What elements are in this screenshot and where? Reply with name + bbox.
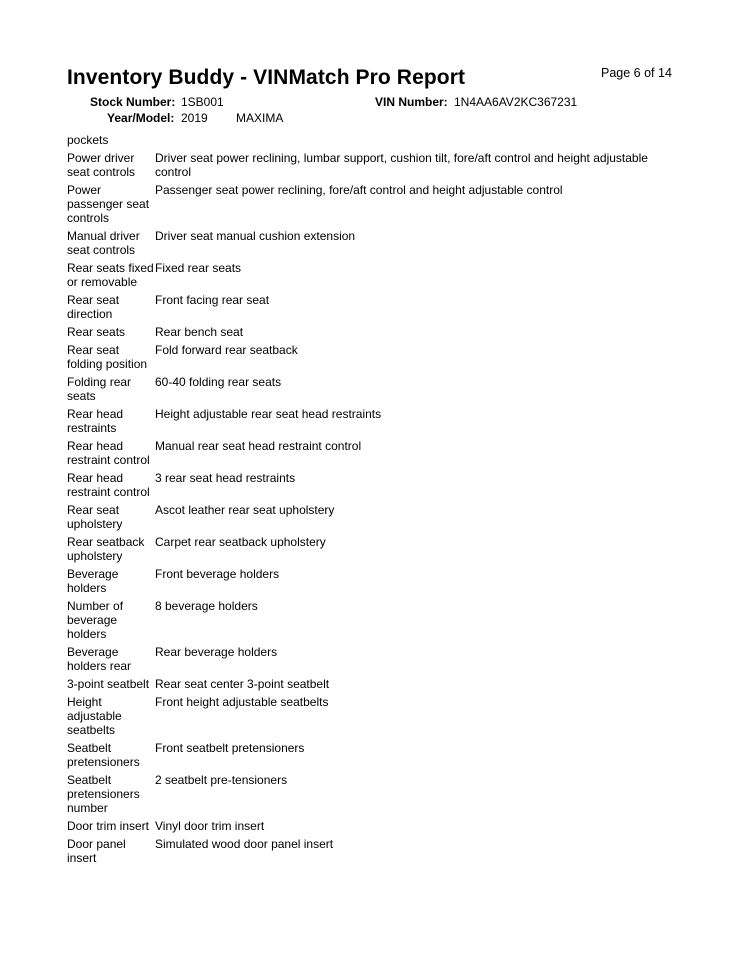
feature-label: Rear head restraint control bbox=[67, 471, 150, 499]
feature-row bbox=[67, 773, 677, 815]
feature-label: Power passenger seat controls bbox=[67, 183, 150, 225]
feature-row bbox=[67, 343, 677, 371]
feature-value: Front beverage holders bbox=[155, 567, 280, 581]
report-title: Inventory Buddy - VINMatch Pro Report bbox=[67, 66, 466, 89]
feature-row bbox=[67, 261, 677, 289]
feature-label: Rear seatback upholstery bbox=[67, 535, 145, 563]
feature-row bbox=[67, 183, 677, 225]
feature-value: 2 seatbelt pre-tensioners bbox=[155, 773, 288, 787]
feature-value: Front height adjustable seatbelts bbox=[155, 695, 329, 709]
continued-row bbox=[67, 133, 677, 147]
feature-label: Number of beverage holders bbox=[67, 599, 124, 641]
feature-label: Door trim insert bbox=[67, 819, 150, 833]
feature-row bbox=[67, 375, 677, 403]
stock-number-label: Stock Number: bbox=[90, 95, 176, 109]
feature-label: Power driver seat controls bbox=[67, 151, 136, 179]
continued-text: pockets bbox=[67, 133, 109, 147]
page-number: Page 6 of 14 bbox=[601, 66, 672, 80]
feature-value: Front facing rear seat bbox=[155, 293, 270, 307]
feature-value: 3 rear seat head restraints bbox=[155, 471, 296, 485]
feature-label: Rear head restraints bbox=[67, 407, 124, 435]
feature-value: Passenger seat power reclining, fore/aft control and height adjustable control bbox=[155, 183, 563, 197]
feature-row bbox=[67, 325, 677, 339]
feature-value: Carpet rear seatback upholstery bbox=[155, 535, 326, 549]
feature-label: 3-point seatbelt bbox=[67, 677, 150, 691]
feature-row bbox=[67, 567, 677, 595]
feature-value: Simulated wood door panel insert bbox=[155, 837, 334, 851]
feature-label: Seatbelt pretensioners number bbox=[67, 773, 140, 815]
feature-row bbox=[67, 837, 677, 865]
feature-row bbox=[67, 677, 677, 691]
feature-row bbox=[67, 407, 677, 435]
feature-label: Beverage holders bbox=[67, 567, 119, 595]
feature-value: Rear beverage holders bbox=[155, 645, 278, 659]
feature-value: Vinyl door trim insert bbox=[155, 819, 265, 833]
vin-value: 1N4AA6AV2KC367231 bbox=[454, 95, 578, 109]
feature-label: Folding rear seats bbox=[67, 375, 132, 403]
feature-label: Manual driver seat controls bbox=[67, 229, 140, 257]
feature-value: Driver seat power reclining, lumbar support, cushion tilt, fore/aft control and height adjustable control bbox=[155, 151, 648, 179]
feature-label: Seatbelt pretensioners bbox=[67, 741, 140, 769]
feature-list bbox=[67, 133, 677, 869]
feature-value: Rear bench seat bbox=[155, 325, 244, 339]
feature-value: 60-40 folding rear seats bbox=[155, 375, 282, 389]
feature-label: Rear seat folding position bbox=[67, 343, 148, 371]
feature-value: Ascot leather rear seat upholstery bbox=[155, 503, 335, 517]
feature-row bbox=[67, 471, 677, 499]
feature-row bbox=[67, 535, 677, 563]
feature-value: Fixed rear seats bbox=[155, 261, 242, 275]
feature-value: Fold forward rear seatback bbox=[155, 343, 298, 357]
feature-row bbox=[67, 645, 677, 673]
feature-value: Driver seat manual cushion extension bbox=[155, 229, 356, 243]
feature-row bbox=[67, 695, 677, 737]
feature-label: Rear head restraint control bbox=[67, 439, 150, 467]
feature-row bbox=[67, 503, 677, 531]
feature-row bbox=[67, 293, 677, 321]
feature-row bbox=[67, 599, 677, 641]
stock-number-value: 1SB001 bbox=[181, 95, 224, 109]
feature-value: Front seatbelt pretensioners bbox=[155, 741, 305, 755]
feature-label: Rear seats bbox=[67, 325, 126, 339]
vin-label: VIN Number: bbox=[375, 95, 448, 109]
feature-value: Rear seat center 3-point seatbelt bbox=[155, 677, 330, 691]
feature-label: Height adjustable seatbelts bbox=[67, 695, 122, 737]
feature-label: Rear seats fixed or removable bbox=[67, 261, 154, 289]
feature-row bbox=[67, 229, 677, 257]
feature-row bbox=[67, 819, 677, 833]
feature-value: Manual rear seat head restraint control bbox=[155, 439, 362, 453]
feature-value: 8 beverage holders bbox=[155, 599, 258, 613]
model-value: MAXIMA bbox=[236, 111, 284, 125]
year-model-label: Year/Model: bbox=[107, 111, 175, 125]
feature-label: Rear seat direction bbox=[67, 293, 120, 321]
feature-row bbox=[67, 741, 677, 769]
feature-label: Door panel insert bbox=[67, 837, 126, 865]
feature-row bbox=[67, 439, 677, 467]
feature-value: Height adjustable rear seat head restraints bbox=[155, 407, 382, 421]
feature-row bbox=[67, 151, 677, 179]
feature-label: Beverage holders rear bbox=[67, 645, 132, 673]
year-value: 2019 bbox=[181, 111, 208, 125]
feature-label: Rear seat upholstery bbox=[67, 503, 123, 531]
